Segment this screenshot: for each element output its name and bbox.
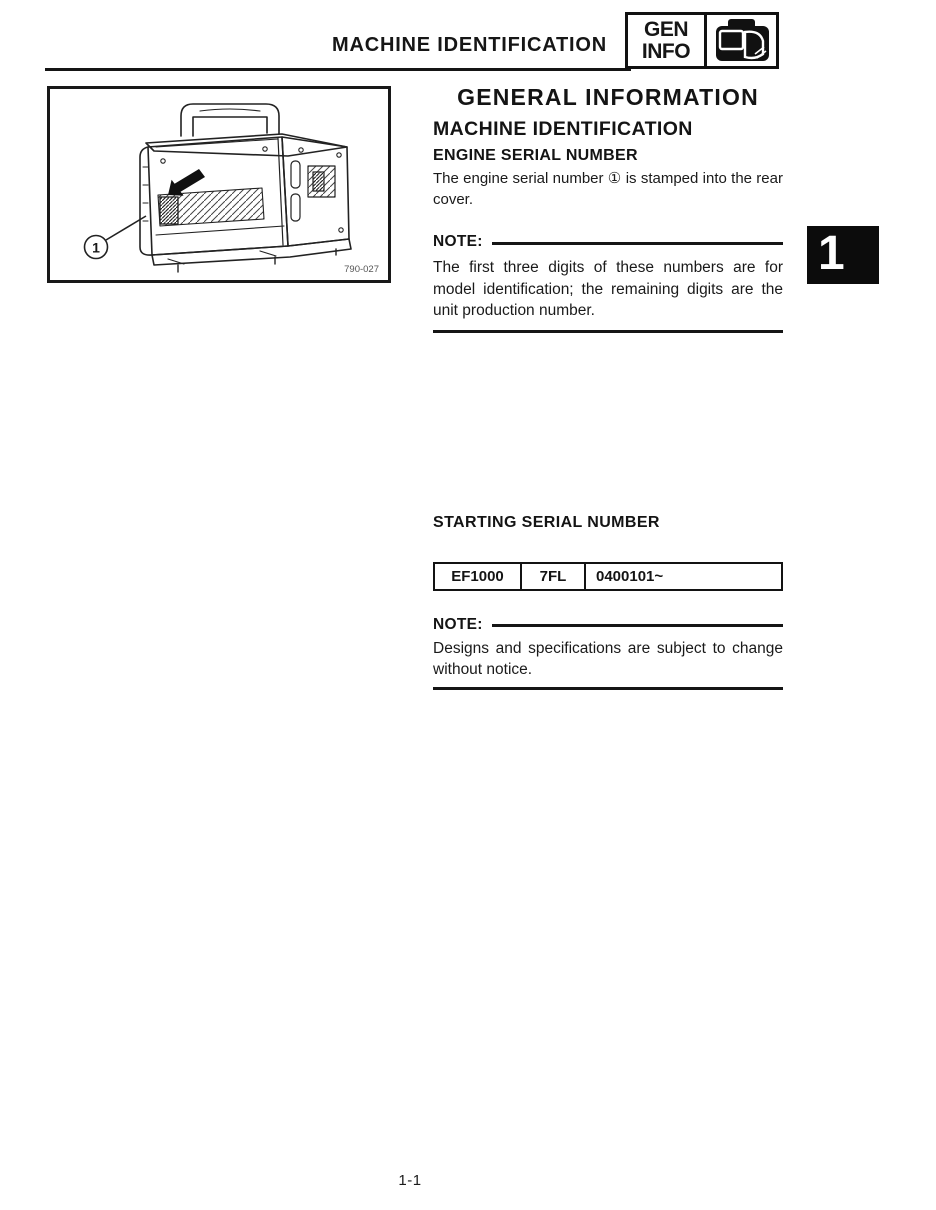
table-cell-code: 7FL (520, 564, 584, 589)
note-2-closing-rule (433, 687, 783, 690)
subsection-title: MACHINE IDENTIFICATION (433, 118, 693, 140)
engine-serial-body: The engine serial number ① is stamped into the rear cover. (433, 170, 783, 208)
note-1-label: NOTE: (433, 233, 483, 250)
figure-code: 790-027 (344, 264, 379, 275)
starting-serial-table (433, 562, 783, 591)
header-rule (45, 68, 631, 71)
footer-page-number: 1-1 (398, 1172, 422, 1189)
generator-line-drawing (50, 89, 388, 280)
chapter-tab-1: 1 (807, 226, 879, 284)
note-1-rule (492, 242, 783, 245)
figure-callout-number: 1 (92, 239, 100, 256)
note-1-text: The first three digits of these numbers are for model identification; the remaining digits are the unit production number. (433, 259, 783, 319)
gen-info-label (628, 15, 704, 66)
note-1-header (433, 232, 783, 252)
gen-info-box (625, 12, 779, 69)
note-1-closing-rule (433, 330, 783, 333)
note-2-label: NOTE: (433, 615, 483, 633)
note-2-rule (492, 624, 783, 627)
generator-icon (704, 15, 776, 66)
note-2-text: Designs and specifications are subject to change without notice. (433, 639, 783, 678)
gen-info-line2: INFO (641, 39, 691, 63)
engine-serial-heading: ENGINE SERIAL NUMBER (433, 147, 638, 164)
note-2-header (433, 615, 783, 635)
content-column (433, 84, 783, 690)
table-cell-serial-range: 0400101~ (584, 564, 781, 589)
figure-box-generator (47, 86, 391, 283)
table-cell-model: EF1000 (451, 567, 504, 585)
section-title: GENERAL INFORMATION (457, 84, 759, 110)
gen-info-line1: GEN (643, 17, 688, 41)
starting-serial-heading: STARTING SERIAL NUMBER (433, 513, 660, 531)
page-header-title: MACHINE IDENTIFICATION (332, 34, 607, 56)
